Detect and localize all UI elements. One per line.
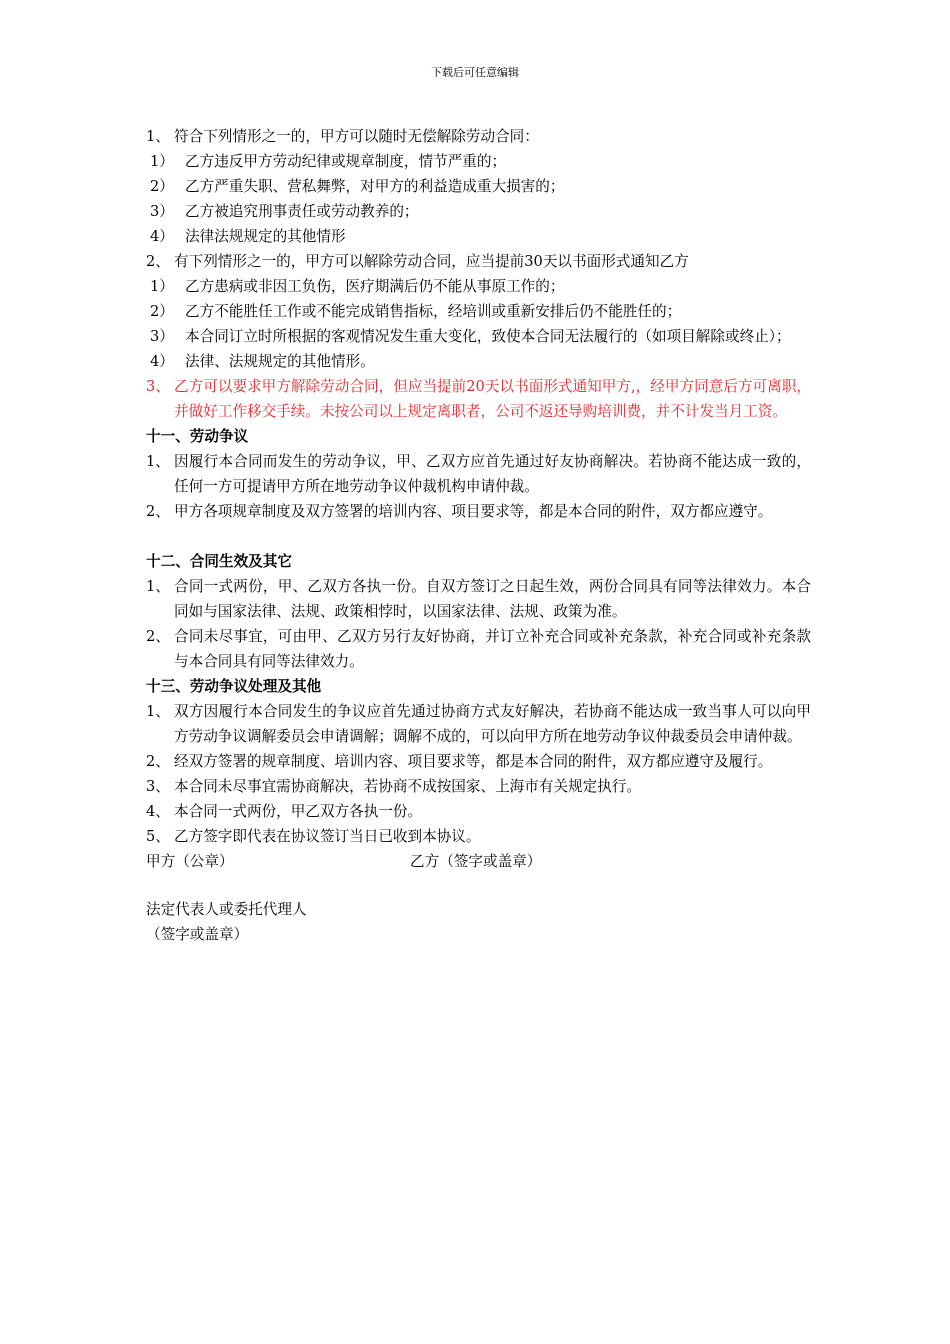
clause-text: 甲方各项规章制度及双方签署的培训内容、项目要求等，都是本合同的附件，双方都应遵守。: [174, 503, 773, 520]
sub-clause-item: [146, 199, 811, 224]
clause-item: [146, 124, 811, 149]
representative-sign-label: （签字或盖章）: [146, 926, 249, 943]
sub-clause-text: 乙方严重失职、营私舞弊，对甲方的利益造成重大损害的；: [185, 178, 565, 195]
sub-clause-number: 1）: [150, 278, 174, 295]
clause-number: 5、: [146, 828, 170, 845]
clause-number: 3、: [146, 778, 170, 795]
clause-item: [146, 249, 811, 274]
clause-text: 本合同未尽事宜需协商解决，若协商不成按国家、上海市有关规定执行。: [174, 778, 642, 795]
clause-number: 2、: [146, 253, 170, 270]
clause-number: 3、: [146, 378, 170, 395]
clause-text: 本合同一式两份，甲乙双方各执一份。: [174, 803, 423, 820]
sub-clause-number: 2）: [150, 178, 174, 195]
section-heading: 十二、合同生效及其它: [146, 553, 292, 570]
sub-clause-text: 乙方患病或非因工负伤，医疗期满后仍不能从事原工作的；: [185, 278, 565, 295]
sub-clause-item: [146, 324, 811, 349]
sub-clause-number: 3）: [150, 203, 174, 220]
clause-number: 1、: [146, 703, 170, 720]
sub-clause-item: [146, 299, 811, 324]
sub-clause-item: [146, 149, 811, 174]
sub-clause-text: 法律法规规定的其他情形: [185, 228, 346, 245]
sub-clause-number: 3）: [150, 328, 174, 345]
highlighted-clause-item: [146, 374, 811, 424]
sub-clause-item: [146, 174, 811, 199]
clause-number: 1、: [146, 453, 170, 470]
sub-clause-item: [146, 349, 811, 374]
clause-text: 乙方签字即代表在协议签订当日已收到本协议。: [174, 828, 481, 845]
clause-item: [146, 749, 811, 774]
clause-item: [146, 574, 811, 624]
clause-number: 1、: [146, 578, 170, 595]
clause-text: 有下列情形之一的，甲方可以解除劳动合同，应当提前30天以书面形式通知乙方: [174, 253, 689, 270]
signature-row: [146, 849, 811, 874]
blank-line: [146, 874, 811, 897]
party-b-signature-label: 乙方（签字或盖章）: [410, 853, 542, 870]
sub-clause-number: 2）: [150, 303, 174, 320]
sub-clause-item: [146, 224, 811, 249]
clause-text: 因履行本合同而发生的劳动争议，甲、乙双方应首先通过好友协商解决。若协商不能达成一致的，任何一方可提请甲方所在地劳动争议仲裁机构申请仲裁。: [174, 453, 811, 495]
sub-clause-text: 乙方被追究刑事责任或劳动教养的；: [185, 203, 419, 220]
clause-item: [146, 774, 811, 799]
party-a-signature-label: 甲方（公章）: [146, 853, 234, 870]
clause-number: 2、: [146, 628, 170, 645]
sub-clause-text: 本合同订立时所根据的客观情况发生重大变化，致使本合同无法履行的（如项目解除或终止）；: [185, 328, 791, 345]
blank-line: [146, 524, 811, 549]
clause-text: 双方因履行本合同发生的争议应首先通过协商方式友好解决，若协商不能达成一致当事人可以向甲方劳动争议调解委员会申请调解；调解不成的，可以向甲方所在地劳动争议仲裁委员会申请仲裁。: [174, 703, 811, 745]
sub-clause-text: 法律、法规规定的其他情形。: [185, 353, 375, 370]
clause-number: 2、: [146, 503, 170, 520]
clause-text: 乙方可以要求甲方解除劳动合同，但应当提前20天以书面形式通知甲方,，经甲方同意后方可离职，并做好工作移交手续。未按公司以上规定离职者，公司不返还导购培训费，并不计发当月工资。: [174, 378, 811, 420]
clause-number: 1、: [146, 128, 170, 145]
document-body: [146, 124, 811, 947]
clause-item: [146, 824, 811, 849]
clause-text: 经双方签署的规章制度、培训内容、项目要求等，都是本合同的附件，双方都应遵守及履行。: [174, 753, 773, 770]
clause-item: [146, 499, 811, 524]
clause-text: 符合下列情形之一的，甲方可以随时无偿解除劳动合同：: [174, 128, 539, 145]
clause-item: [146, 799, 811, 824]
page-header-note: 下载后可任意编辑: [431, 66, 519, 79]
clause-text: 合同未尽事宜，可由甲、乙双方另行友好协商，并订立补充合同或补充条款，补充合同或补充条款与本合同具有同等法律效力。: [174, 628, 811, 670]
sub-clause-text: 乙方违反甲方劳动纪律或规章制度，情节严重的；: [185, 153, 507, 170]
legal-representative-label: 法定代表人或委托代理人: [146, 901, 307, 918]
sub-clause-number: 1）: [150, 153, 174, 170]
sub-clause-number: 4）: [150, 228, 174, 245]
clause-item: [146, 449, 811, 499]
sub-clause-item: [146, 274, 811, 299]
section-heading: 十三、劳动争议处理及其他: [146, 678, 322, 695]
clause-item: [146, 699, 811, 749]
sub-clause-number: 4）: [150, 353, 174, 370]
section-heading: 十一、劳动争议: [146, 428, 249, 445]
clause-item: [146, 624, 811, 674]
sub-clause-text: 乙方不能胜任工作或不能完成销售指标，经培训或重新安排后仍不能胜任的；: [185, 303, 682, 320]
clause-number: 2、: [146, 753, 170, 770]
clause-number: 4、: [146, 803, 170, 820]
clause-text: 合同一式两份，甲、乙双方各执一份。自双方签订之日起生效，两份合同具有同等法律效力。本合同如与国家法律、法规、政策相悖时，以国家法律、法规、政策为准。: [174, 578, 811, 620]
